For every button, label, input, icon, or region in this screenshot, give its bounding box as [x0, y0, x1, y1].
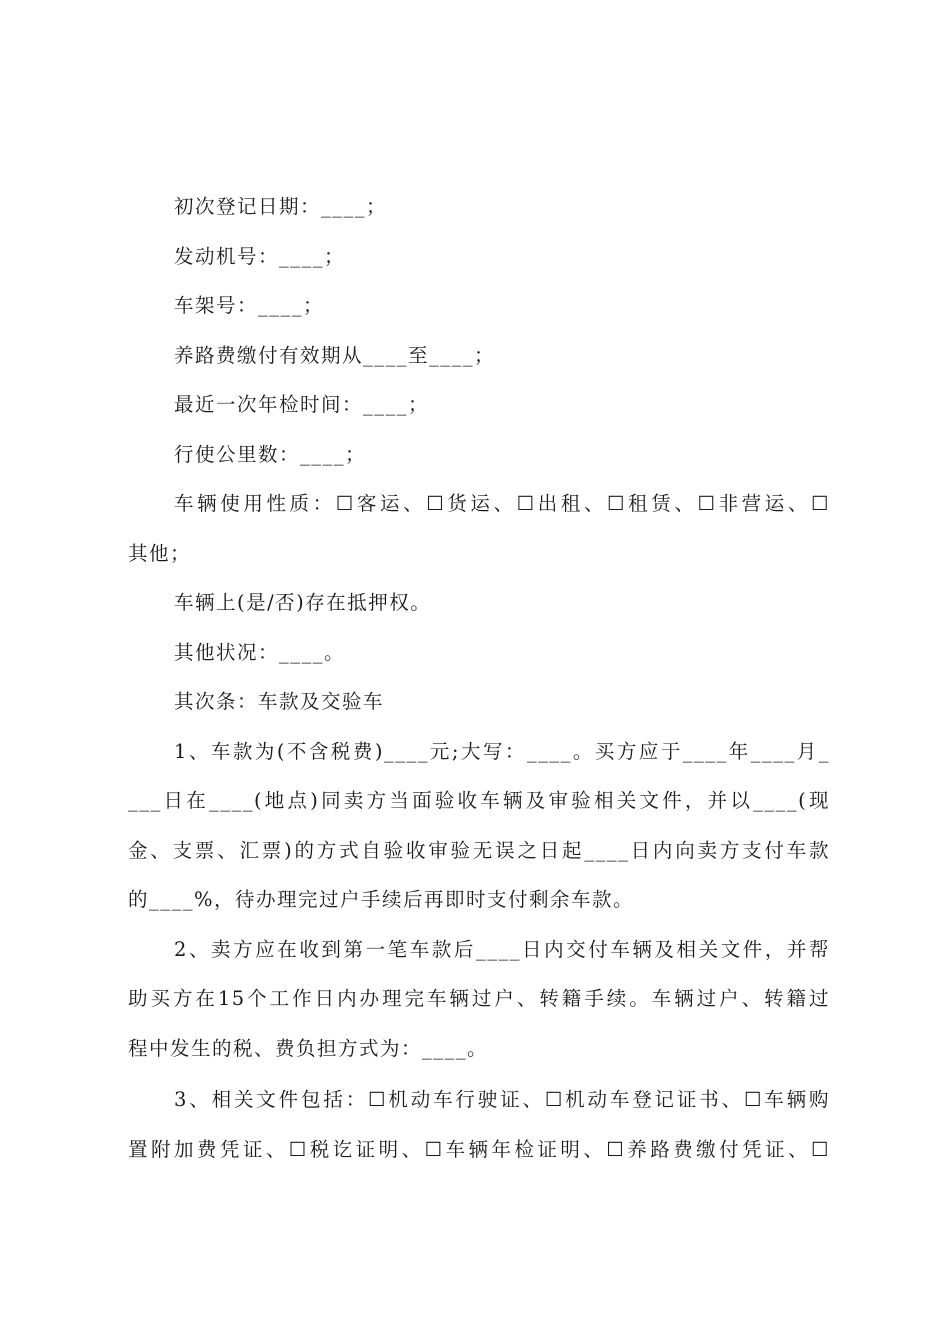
field-mortgage: 车辆上(是/否)存在抵押权。	[174, 591, 432, 614]
field-other-status: 其他状况：____。	[174, 640, 346, 664]
clause-1-line-4: 的____%，待办理完过户手续后再即时支付剩余车款。	[128, 888, 635, 911]
field-road-fee-period: 养路费缴付有效期从____至____；	[174, 343, 496, 367]
field-vehicle-use-nature: 车辆使用性质：☐客运、☐货运、☐出租、☐租赁、☐非营运、☐	[174, 492, 830, 515]
field-engine-number: 发动机号：____；	[174, 244, 346, 268]
clause-2-line-3: 程中发生的税、费负担方式为：____。	[128, 1036, 489, 1060]
clause-1-line-1: 1、车款为(不含税费)____元;大写：____。买方应于____年____月_	[174, 739, 830, 763]
clause-1-line-3: 金、支票、汇票)的方式自验收审验无误之日起____日内向卖方支付车款	[128, 838, 830, 862]
field-last-inspection: 最近一次年检时间：____；	[174, 393, 430, 416]
clause-3-line-2: 置附加费凭证、☐税讫证明、☐车辆年检证明、☐养路费缴付凭证、☐	[128, 1137, 830, 1161]
field-mileage: 行使公里数：____；	[174, 442, 367, 466]
clause-2-line-1: 2、卖方应在收到第一笔车款后____日内交付车辆及相关文件，并帮	[174, 937, 830, 961]
field-frame-number: 车架号：____；	[174, 294, 325, 317]
clause-2-line-2: 助买方在15个工作日内办理完车辆过户、转籍手续。车辆过户、转籍过	[128, 987, 830, 1010]
section-heading: 其次条：车款及交验车	[174, 690, 385, 713]
field-first-registration-date: 初次登记日期：____；	[174, 195, 388, 218]
document-body	[128, 182, 830, 1174]
clause-1-line-2: ___日在____(地点)同卖方当面验收车辆及审验相关文件，并以____(现	[128, 789, 830, 812]
clause-3-line-1: 3、相关文件包括：☐机动车行驶证、☐机动车登记证书、☐车辆购	[174, 1088, 830, 1111]
field-vehicle-use-nature-cont: 其他；	[128, 541, 192, 565]
